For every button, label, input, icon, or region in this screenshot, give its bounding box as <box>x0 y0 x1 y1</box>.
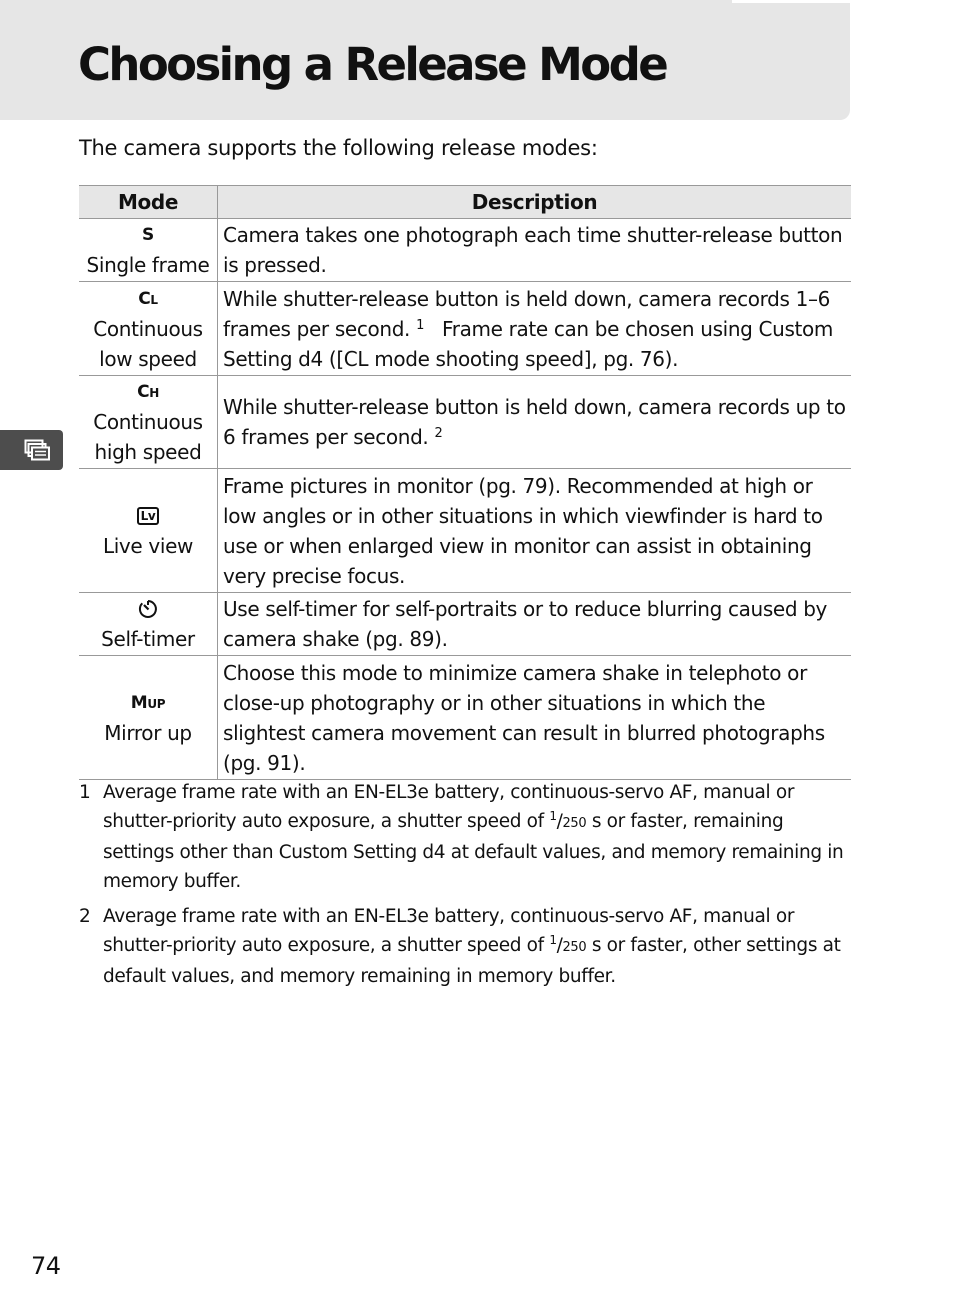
intro-text: The camera supports the following release modes: <box>79 136 598 160</box>
mode-label-line: Continuous <box>93 316 203 341</box>
live-view-icon <box>81 501 215 531</box>
page-number: 74 <box>31 1252 61 1280</box>
footnote-text-continued: s or faster, other settings at default values, and memory remaining in memory buffer. <box>103 935 841 987</box>
mode-label-line: low speed <box>99 346 197 371</box>
mode-label: Live view <box>102 533 194 558</box>
table-row <box>79 469 851 593</box>
footnote-ref: 2 <box>434 426 443 441</box>
table-row <box>79 282 851 376</box>
chapter-side-tab <box>0 430 63 470</box>
description-cell <box>218 219 852 282</box>
mode-description-continued: Frame rate can be chosen using Custom Setting d4 ([CL mode shooting speed], pg. 76). <box>223 316 834 371</box>
fraction-numerator: 1 <box>549 933 557 947</box>
mode-cell <box>79 282 218 376</box>
single-frame-symbol: S <box>142 225 154 245</box>
mode-description: Choose this mode to minimize camera shake in telephoto or close-up photography or in other situations in which the slightest camera movement can result in blurred photographs (pg. 91). <box>223 660 825 775</box>
description-cell <box>218 593 852 656</box>
footnote <box>79 778 851 896</box>
table-row <box>79 656 851 780</box>
mode-cell <box>79 376 218 469</box>
footnote-text-continued: s or faster, remaining settings other than Custom Setting d4 at default values, and memory remaining in memory buffer. <box>103 811 844 892</box>
mode-cell <box>79 656 218 780</box>
footnote-text: Average frame rate with an EN-EL3e battery, continuous-servo AF, manual or shutter-priority auto exposure, a shutter speed of <box>103 906 795 956</box>
footnote-text: Average frame rate with an EN-EL3e battery, continuous-servo AF, manual or shutter-priority auto exposure, a shutter speed of <box>103 782 795 832</box>
mode-description: Camera takes one photograph each time shutter-release button is pressed. <box>223 223 843 277</box>
footnote-number: 1 <box>79 782 91 803</box>
mode-cell <box>79 469 218 593</box>
footnote <box>79 902 851 991</box>
release-modes-table <box>79 185 851 780</box>
table-row <box>79 376 851 469</box>
table-row <box>79 219 851 282</box>
mode-description: While shutter-release button is held down, camera records up to 6 frames per second. <box>223 395 846 449</box>
mode-column-header: Mode <box>79 186 218 219</box>
mode-description: Use self-timer for self-portraits or to reduce blurring caused by camera shake (pg. 89). <box>223 597 828 651</box>
live-view-symbol: Lv <box>137 507 160 525</box>
self-timer-glyph <box>137 598 159 620</box>
footnotes <box>79 778 851 997</box>
mode-label-line: high speed <box>94 440 202 464</box>
release-mode-tab-icon <box>24 439 52 461</box>
footnote-ref: 1 <box>416 317 424 333</box>
symbol-main: C <box>137 382 150 402</box>
table-row <box>79 593 851 656</box>
page-title: Choosing a Release Mode <box>78 38 667 91</box>
fraction-denominator: 250 <box>562 940 587 955</box>
fraction-denominator: 250 <box>562 816 587 831</box>
symbol-sub: H <box>149 386 159 400</box>
symbol-main: M <box>130 692 148 713</box>
mode-description: Frame pictures in monitor (pg. 79). Recommended at high or low angles or in other situations in which viewfinder is hard to use or when enlarged view in monitor can assist in obtaining very precise focus. <box>223 473 823 588</box>
mirror-up-symbol <box>81 688 215 718</box>
self-timer-icon <box>81 594 215 624</box>
mode-description: While shutter-release button is held down, camera records 1–6 frames per second. <box>223 286 831 341</box>
fraction-numerator: 1 <box>549 809 557 823</box>
continuous-high-symbol <box>81 377 215 407</box>
mode-cell <box>79 593 218 656</box>
mode-label: Single frame <box>86 253 210 277</box>
description-cell <box>218 656 852 780</box>
fraction-slash: / <box>556 935 563 956</box>
continuous-low-symbol <box>81 284 215 314</box>
description-cell <box>218 469 852 593</box>
description-cell <box>218 376 852 469</box>
footnote-number: 2 <box>79 906 91 927</box>
mode-label-line: Continuous <box>93 410 203 434</box>
mode-label: Self-timer <box>101 627 195 651</box>
description-cell <box>218 282 852 376</box>
fraction-slash: / <box>556 811 563 832</box>
symbol-main: C <box>138 288 151 309</box>
description-column-header: Description <box>218 186 852 219</box>
mode-label: Mirror up <box>104 720 192 745</box>
mode-cell <box>79 219 218 282</box>
symbol-sub: UP <box>147 696 166 711</box>
symbol-sub: L <box>150 292 158 307</box>
table-header-row <box>79 186 851 219</box>
